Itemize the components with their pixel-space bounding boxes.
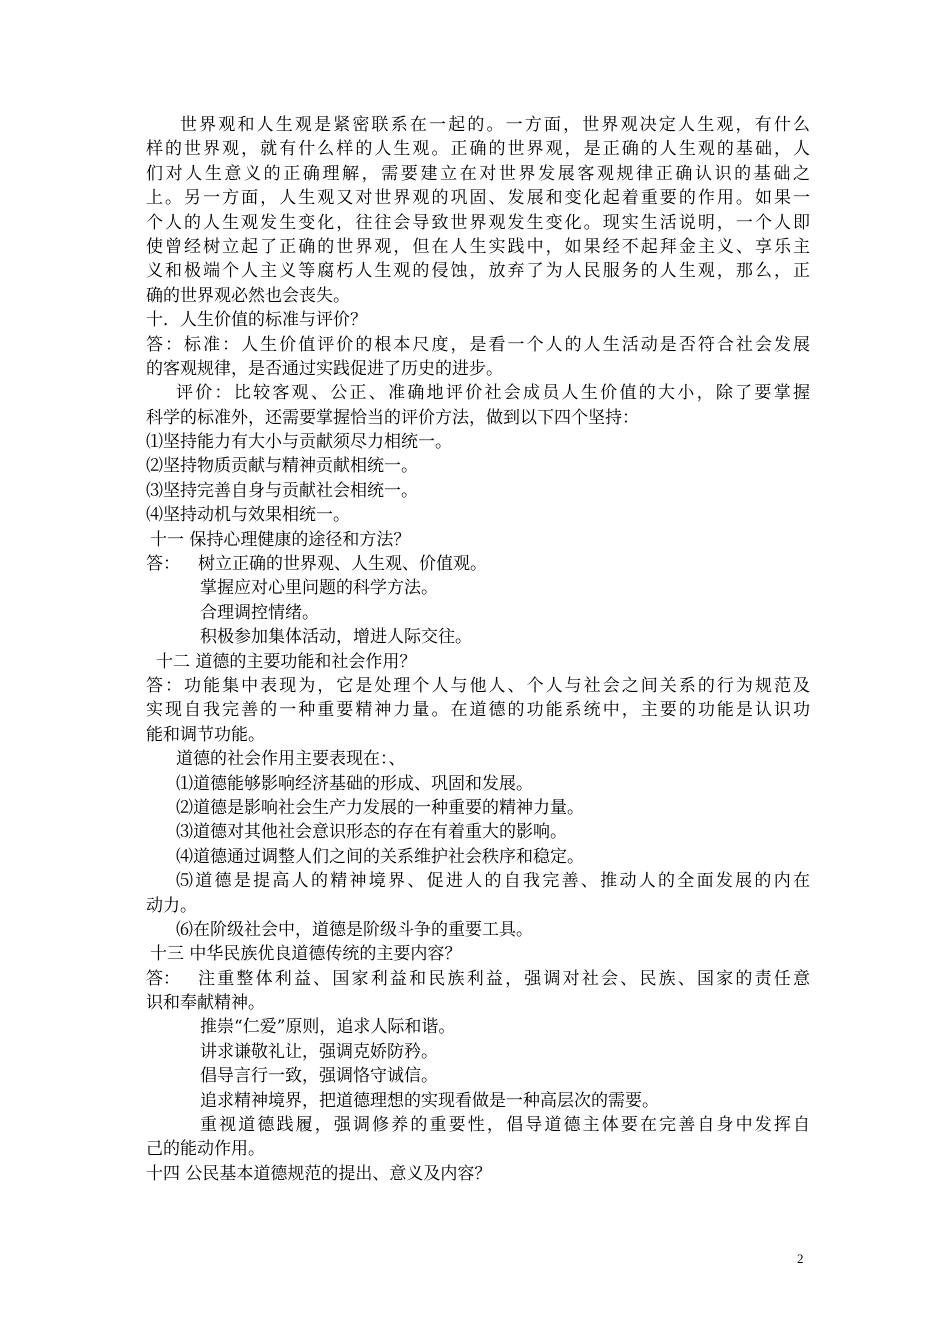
question-heading: 十．人生价值的标准与评价？ — [146, 310, 367, 331]
page-number: 2 — [797, 1251, 804, 1266]
question-heading: 十三 中华民族优良道德传统的主要内容？ — [150, 944, 462, 965]
paragraph-line: 们对人生意义的正确理解，需要建立在对世界发展客观规律正确认识的基础之 — [146, 163, 810, 184]
answer-line: 评价：比较客观、公正、准确地评价社会成员人生价值的大小，除了要掌握 — [176, 383, 810, 404]
list-item: ⑴坚持能力有大小与贡献须尽力相统一。 — [146, 432, 452, 453]
answer-label: 答： — [146, 968, 180, 989]
list-item: ⑶坚持完善自身与贡献社会相统一。 — [146, 480, 418, 501]
answer-line: 识和奉献精神。 — [146, 993, 265, 1014]
answer-line: 科学的标准外，还需要掌握恰当的评价方法，做到以下四个坚持： — [146, 407, 639, 428]
answer-text: 注重整体利益、国家利益和民族利益，强调对社会、民族、国家的责任意 — [198, 968, 810, 989]
list-item: 推崇“仁爱”原则，追求人际和谐。 — [200, 1017, 456, 1038]
list-item: 掌握应对心里问题的科学方法。 — [200, 578, 438, 599]
list-item: 合理调控情绪。 — [200, 602, 319, 623]
answer-label: 答： — [146, 554, 180, 575]
list-item: ⑶道德对其他社会意识形态的存在有着重大的影响。 — [176, 822, 567, 843]
question-heading: 十四 公民基本道德规范的提出、意义及内容？ — [146, 1163, 492, 1184]
list-item: ⑵道德是影响社会生产力发展的一种重要的精神力量。 — [176, 797, 584, 818]
list-item: ⑷坚持动机与效果相统一。 — [146, 505, 350, 526]
list-item: ⑴道德能够影响经济基础的形成、巩固和发展。 — [176, 773, 533, 794]
list-item: 重视道德践履，强调修养的重要性，倡导道德主体要在完善自身中发挥自 — [200, 1115, 810, 1136]
question-heading: 十一 保持心理健康的途径和方法？ — [150, 529, 411, 550]
answer-line: 的客观规律，是否通过实践促进了历史的进步。 — [146, 358, 503, 379]
paragraph-line: 上。另一方面，人生观又对世界观的巩固、发展和变化起着重要的作用。如果一 — [146, 188, 810, 209]
answer-line — [146, 967, 810, 991]
paragraph-line: 世界观和人生观是紧密联系在一起的。一方面，世界观决定人生观，有什么 — [180, 115, 810, 135]
list-item: ⑷道德通过调整人们之间的关系维护社会秩序和稳定。 — [176, 846, 584, 867]
paragraph-line: 样的世界观，就有什么样的人生观。正确的世界观，是正确的人生观的基础，人 — [146, 139, 810, 160]
answer-line — [146, 552, 810, 576]
answer-line: 实现自我完善的一种重要精神力量。在道德的功能系统中，主要的功能是认识功 — [146, 700, 810, 721]
list-item: ⑸道德是提高人的精神境界、促进人的自我完善、推动人的全面发展的内在 — [176, 871, 810, 892]
answer-line: 答：功能集中表现为，它是处理个人与他人、个人与社会之间关系的行为规范及 — [146, 675, 810, 696]
list-item: 动力。 — [146, 895, 197, 916]
document-body — [146, 113, 810, 1186]
paragraph-line: 确的世界观必然也会丧失。 — [146, 285, 350, 306]
list-item: ⑵坚持物质贡献与精神贡献相统一。 — [146, 456, 418, 477]
answer-text: 树立正确的世界观、人生观、价值观。 — [198, 554, 487, 575]
list-item: 积极参加集体活动，增进人际交往。 — [200, 627, 472, 648]
paragraph-line: 个人的人生观发生变化，往往会导致世界观发生变化。现实生活说明，一个人即 — [146, 212, 810, 233]
answer-line: 能和调节功能。 — [146, 724, 265, 745]
list-item: 讲求谦敬礼让，强调克娇防矜。 — [200, 1041, 438, 1062]
answer-line: 道德的社会作用主要表现在：、 — [176, 749, 406, 770]
list-item: 己的能动作用。 — [146, 1139, 265, 1160]
paragraph-line: 义和极端个人主义等腐朽人生观的侵蚀，放弃了为人民服务的人生观，那么，正 — [146, 261, 810, 282]
question-heading: 十二 道德的主要功能和社会作用？ — [156, 651, 417, 672]
list-item: 追求精神境界，把道德理想的实现看做是一种高层次的需要。 — [200, 1090, 659, 1111]
paragraph-line: 使曾经树立起了正确的世界观，但在人生实践中，如果经不起拜金主义、享乐主 — [146, 236, 810, 257]
list-item: ⑹在阶级社会中，道德是阶级斗争的重要工具。 — [176, 919, 533, 940]
list-item: 倡导言行一致，强调恪守诚信。 — [200, 1066, 438, 1087]
answer-line: 答：标准：人生价值评价的根本尺度，是看一个人的人生活动是否符合社会发展 — [146, 334, 810, 355]
